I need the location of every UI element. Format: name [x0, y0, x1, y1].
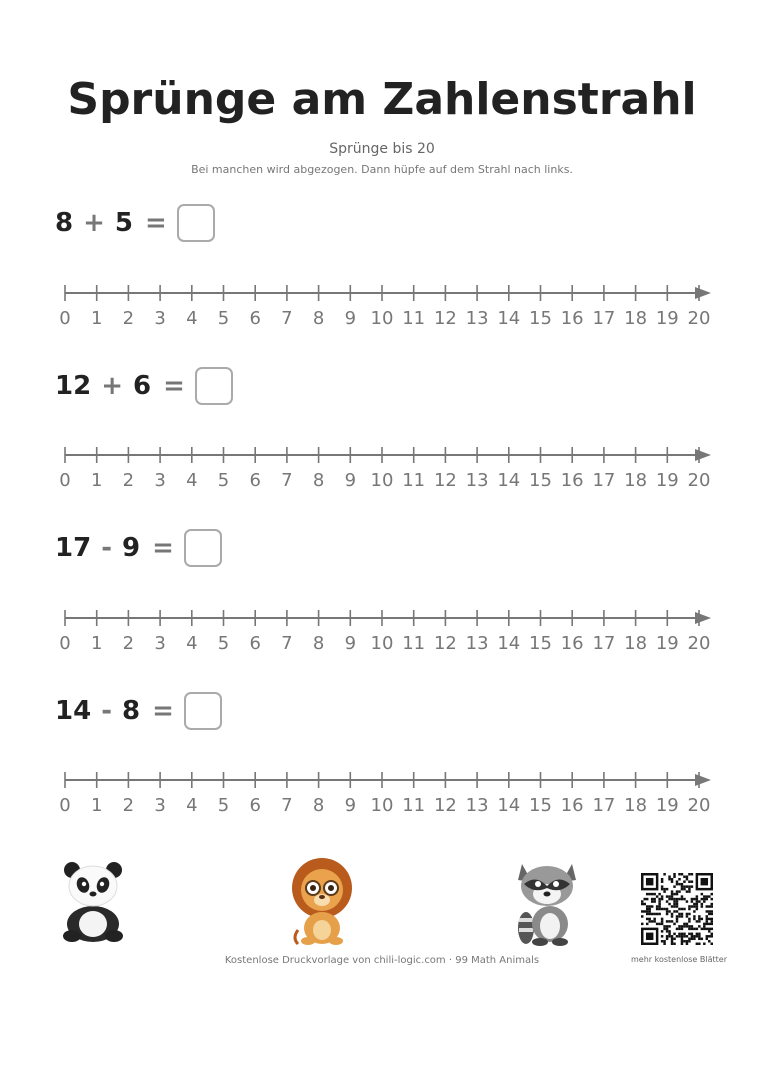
- number-line-label: 2: [122, 470, 135, 491]
- number-line-label: 19: [655, 470, 679, 491]
- answer-box[interactable]: [184, 692, 222, 730]
- number-line-label: 5: [217, 308, 230, 329]
- number-line-label: 3: [154, 308, 166, 329]
- task-2: [55, 365, 233, 407]
- task-operand-b: 8: [121, 696, 141, 726]
- number-line-label: 6: [249, 308, 261, 329]
- number-line-label: 12: [433, 633, 457, 654]
- number-line-label: 16: [560, 633, 584, 654]
- number-line-label: 4: [186, 470, 198, 491]
- number-line-label: 16: [560, 470, 584, 491]
- number-line-label: 2: [122, 308, 135, 329]
- number-line-label: 20: [687, 795, 711, 816]
- task-equals: =: [152, 533, 174, 563]
- task-operator: +: [83, 208, 105, 238]
- number-line-label: 11: [402, 633, 426, 654]
- number-line-label: 15: [529, 633, 552, 654]
- number-line-label: 1: [90, 308, 103, 329]
- task-equals: =: [144, 208, 167, 238]
- number-line-label: 15: [529, 308, 552, 329]
- number-line-label: 16: [560, 308, 584, 329]
- number-line-arrow: [695, 774, 711, 786]
- task-operator: +: [101, 371, 123, 401]
- qr-caption: mehr kostenlose Blätter: [630, 955, 727, 964]
- lion-illustration: [286, 856, 358, 946]
- task-equals: =: [152, 696, 174, 726]
- number-line-label: 17: [592, 795, 616, 816]
- number-line-label: 3: [154, 470, 166, 491]
- number-line-label: 8: [312, 795, 325, 816]
- number-line-label: 1: [90, 470, 103, 491]
- number-line-label: 5: [217, 470, 230, 491]
- number-line-label: 9: [344, 795, 357, 816]
- number-line-label: 8: [312, 633, 325, 654]
- task-operand-a: 14: [55, 696, 92, 726]
- number-line-label: 20: [687, 308, 711, 329]
- worksheet-instruction: Bei manchen wird abgezogen. Dann hüpfe auf dem Strahl nach links.: [191, 163, 573, 176]
- task-operand-b: 6: [132, 371, 152, 401]
- number-line-label: 14: [497, 470, 521, 491]
- number-line-label: 8: [312, 470, 325, 491]
- number-line-label: 15: [529, 470, 552, 491]
- number-line-label: 11: [402, 308, 426, 329]
- task-operator: -: [101, 533, 112, 563]
- number-line-label: 12: [433, 795, 457, 816]
- number-line-label: 13: [465, 470, 489, 491]
- number-line-label: 10: [370, 470, 394, 491]
- number-line-label: 20: [687, 470, 711, 491]
- number-line-2: [55, 442, 720, 492]
- number-line-arrow: [695, 449, 711, 461]
- number-line-label: 4: [186, 795, 198, 816]
- number-line-label: 2: [122, 633, 135, 654]
- task-operand-a: 17: [55, 533, 92, 563]
- number-line-label: 7: [281, 633, 293, 654]
- number-line-label: 7: [281, 308, 293, 329]
- task-1: [55, 202, 215, 244]
- number-line-label: 10: [370, 795, 394, 816]
- number-line-label: 14: [497, 633, 521, 654]
- number-line-label: 9: [344, 470, 357, 491]
- task-3: [55, 527, 222, 569]
- panda-illustration: [58, 858, 128, 944]
- number-line-label: 18: [624, 470, 648, 491]
- task-operator: -: [101, 696, 112, 726]
- number-line-label: 3: [154, 795, 166, 816]
- number-line-label: 8: [312, 308, 325, 329]
- number-line-label: 3: [154, 633, 166, 654]
- number-line-label: 1: [90, 795, 103, 816]
- number-line-label: 9: [344, 633, 357, 654]
- number-line-label: 9: [344, 308, 357, 329]
- number-line-label: 10: [370, 308, 394, 329]
- task-operand-b: 5: [114, 208, 133, 238]
- worksheet-title: Sprünge am Zahlenstrahl: [67, 74, 697, 125]
- number-line-arrow: [695, 612, 711, 624]
- number-line-label: 20: [687, 633, 711, 654]
- number-line-label: 5: [217, 795, 230, 816]
- number-line-label: 12: [433, 308, 457, 329]
- number-line-label: 11: [402, 470, 426, 491]
- footer-credit: Kostenlose Druckvorlage von chili-logic.com · 99 Math Animals: [224, 955, 540, 966]
- number-line-label: 15: [529, 795, 552, 816]
- worksheet-subtitle: Sprünge bis 20: [329, 141, 435, 157]
- number-line-label: 6: [249, 470, 261, 491]
- number-line-label: 14: [497, 795, 521, 816]
- number-line-label: 17: [592, 470, 616, 491]
- number-line-label: 0: [59, 308, 71, 329]
- number-line-label: 4: [186, 633, 198, 654]
- qr-code[interactable]: [641, 873, 713, 945]
- number-line-3: [55, 605, 720, 655]
- number-line-label: 16: [560, 795, 584, 816]
- number-line-label: 4: [186, 308, 198, 329]
- answer-box[interactable]: [184, 529, 222, 567]
- number-line-label: 18: [624, 795, 648, 816]
- number-line-1: [55, 280, 720, 330]
- number-line-label: 0: [59, 795, 71, 816]
- number-line-label: 13: [465, 795, 489, 816]
- number-line-label: 19: [655, 633, 679, 654]
- number-line-label: 0: [59, 470, 71, 491]
- task-operand-a: 12: [55, 371, 92, 401]
- task-operand-b: 9: [121, 533, 141, 563]
- number-line-label: 18: [624, 633, 648, 654]
- number-line-label: 0: [59, 633, 71, 654]
- number-line-label: 18: [624, 308, 648, 329]
- task-4: [55, 690, 222, 732]
- number-line-label: 13: [465, 308, 489, 329]
- number-line-label: 17: [592, 633, 616, 654]
- number-line-label: 7: [281, 470, 293, 491]
- number-line-label: 14: [497, 308, 521, 329]
- number-line-arrow: [695, 287, 711, 299]
- number-line-label: 6: [249, 795, 261, 816]
- answer-box[interactable]: [195, 367, 233, 405]
- raccoon-illustration: [512, 856, 582, 946]
- number-line-label: 19: [655, 308, 679, 329]
- number-line-label: 19: [655, 795, 679, 816]
- number-line-4: [55, 767, 720, 817]
- number-line-label: 6: [249, 633, 261, 654]
- task-equals: =: [163, 371, 185, 401]
- number-line-label: 12: [433, 470, 457, 491]
- number-line-label: 1: [90, 633, 103, 654]
- number-line-label: 11: [402, 795, 426, 816]
- answer-box[interactable]: [177, 204, 215, 242]
- task-operand-a: 8: [55, 208, 74, 238]
- number-line-label: 5: [217, 633, 230, 654]
- number-line-label: 7: [281, 795, 293, 816]
- number-line-label: 17: [592, 308, 616, 329]
- number-line-label: 13: [465, 633, 489, 654]
- number-line-label: 10: [370, 633, 394, 654]
- number-line-label: 2: [122, 795, 135, 816]
